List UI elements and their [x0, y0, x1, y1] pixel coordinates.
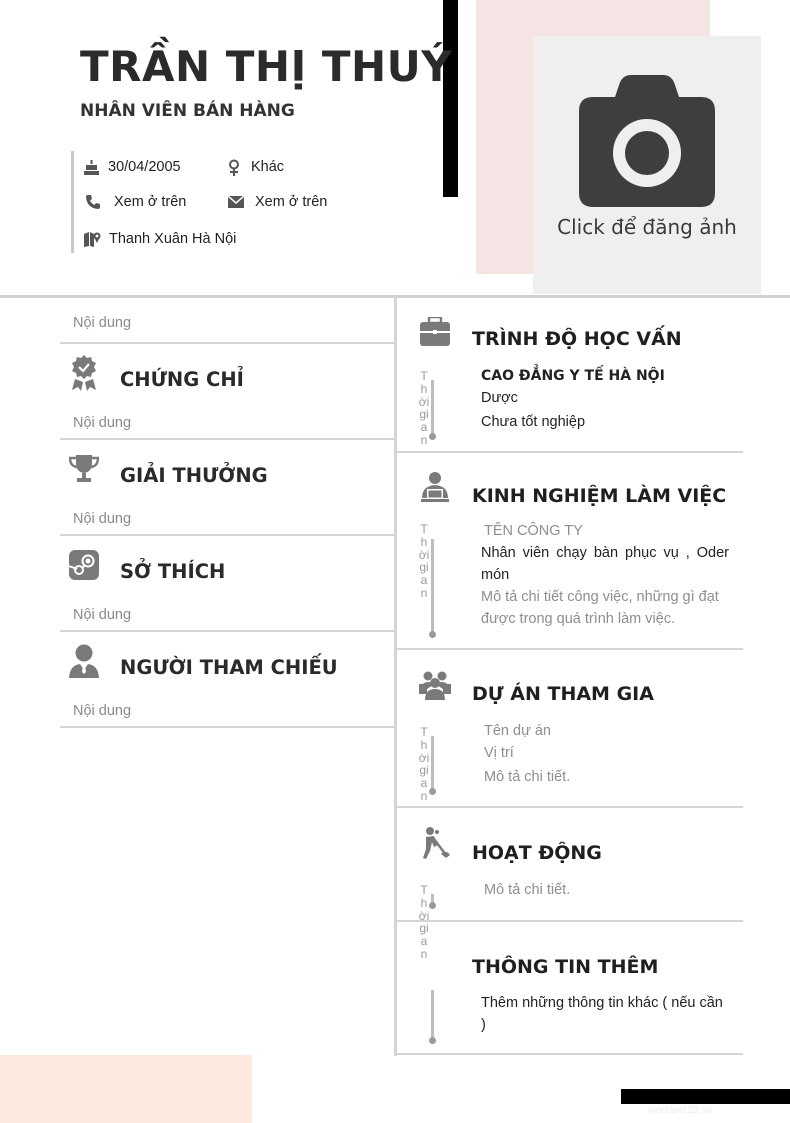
- intro-content[interactable]: Nội dung: [73, 315, 132, 331]
- watermark: vieclam123.vn: [648, 1105, 712, 1116]
- map-pin-icon: [83, 230, 101, 248]
- projects-description[interactable]: Mô tả chi tiết.: [484, 769, 571, 785]
- education-time-label[interactable]: Thời gian: [418, 369, 430, 447]
- certificates-title[interactable]: CHỨNG CHỈ: [120, 368, 244, 391]
- certificates-header: [60, 344, 396, 408]
- more-info-section: [396, 922, 743, 1055]
- gender-icon: [225, 158, 243, 176]
- education-major[interactable]: Dược: [481, 390, 518, 406]
- certificates-content[interactable]: Nội dung: [73, 415, 132, 431]
- steam-icon: [68, 546, 100, 584]
- candidate-name[interactable]: TRẦN THỊ THUÝ: [80, 42, 453, 91]
- left-column: [60, 298, 396, 728]
- projects-time-label[interactable]: Thời gian: [418, 725, 430, 803]
- projects-section: [396, 650, 743, 808]
- hobbies-title[interactable]: SỞ THÍCH: [120, 560, 226, 583]
- phone-item[interactable]: [84, 193, 186, 211]
- experience-title[interactable]: KINH NGHIỆM LÀM VIỆC: [472, 485, 727, 507]
- intro-section: [60, 298, 396, 344]
- experience-timeline: [431, 539, 434, 633]
- awards-title[interactable]: GIẢI THƯỞNG: [120, 464, 268, 487]
- activities-time-label[interactable]: Thời gian: [418, 883, 430, 961]
- certificates-section: [60, 344, 396, 440]
- decorative-black-bar: [443, 0, 458, 197]
- worker-laptop-icon: [418, 470, 452, 504]
- projects-timeline: [431, 736, 434, 792]
- person-icon: [68, 642, 100, 680]
- candidate-role[interactable]: NHÂN VIÊN BÁN HÀNG: [80, 101, 295, 121]
- activities-title[interactable]: HOẠT ĐỘNG: [472, 842, 602, 864]
- activities-description[interactable]: Mô tả chi tiết.: [484, 882, 571, 898]
- hobbies-section: [60, 536, 396, 632]
- email-item[interactable]: [227, 193, 327, 211]
- references-content[interactable]: Nội dung: [73, 703, 132, 719]
- education-timeline: [431, 380, 434, 436]
- info-divider: [71, 151, 74, 253]
- gender-value: Khác: [251, 159, 285, 175]
- projects-role[interactable]: Vị trí: [484, 745, 514, 761]
- phone-value: Xem ở trên: [114, 194, 187, 210]
- more-info-timeline: [431, 990, 434, 1042]
- references-header: [60, 632, 396, 696]
- phone-icon: [84, 193, 102, 211]
- projects-title[interactable]: DỰ ÁN THAM GIA: [472, 683, 654, 705]
- education-status[interactable]: Chưa tốt nghiệp: [481, 414, 586, 430]
- address-item[interactable]: [83, 230, 236, 248]
- decorative-peach-block: [0, 1055, 252, 1123]
- activities-timeline-dot: [429, 902, 436, 909]
- awards-content[interactable]: Nội dung: [73, 511, 132, 527]
- experience-description[interactable]: Mô tả chi tiết công việc, những gì đạt được trong quá trình làm việc.: [481, 589, 719, 627]
- trophy-icon: [68, 450, 100, 488]
- activities-section: [396, 808, 743, 961]
- experience-company[interactable]: TÊN CÔNG TY: [484, 523, 583, 539]
- more-info-content[interactable]: Thêm những thông tin khác ( nếu cần ): [481, 995, 723, 1033]
- team-icon: [418, 668, 452, 702]
- envelope-icon: [227, 193, 245, 211]
- references-title[interactable]: NGƯỜI THAM CHIẾU: [120, 656, 338, 679]
- projects-timeline-dot: [429, 788, 436, 795]
- education-school[interactable]: CAO ĐẲNG Y TẾ HÀ NỘI: [481, 368, 665, 384]
- briefcase-icon: [418, 315, 452, 349]
- photo-upload-label: Click để đăng ảnh: [557, 215, 737, 239]
- volunteer-icon: [418, 826, 452, 860]
- experience-section: [396, 453, 743, 650]
- hobbies-content[interactable]: Nội dung: [73, 607, 132, 623]
- hobbies-header: [60, 536, 396, 600]
- cake-icon: [82, 158, 100, 176]
- experience-time-label[interactable]: Thời gian: [418, 522, 430, 600]
- education-timeline-dot: [429, 433, 436, 440]
- experience-position[interactable]: Nhân viên chạy bàn phục vụ , Oder món: [481, 545, 729, 583]
- address-value: Thanh Xuân Hà Nội: [109, 231, 237, 247]
- education-section: [396, 298, 743, 453]
- certificate-badge-icon: [68, 354, 100, 392]
- more-info-timeline-dot: [429, 1037, 436, 1044]
- gender-item[interactable]: [225, 158, 284, 176]
- photo-upload-box[interactable]: [533, 36, 761, 294]
- birthday-value: 30/04/2005: [108, 159, 181, 175]
- decorative-bottom-bar: [621, 1089, 790, 1104]
- email-value: Xem ở trên: [255, 194, 328, 210]
- references-section: [60, 632, 396, 728]
- projects-name[interactable]: Tên dự án: [484, 723, 551, 739]
- education-title[interactable]: TRÌNH ĐỘ HỌC VẤN: [472, 328, 682, 350]
- birthday-item[interactable]: [82, 158, 181, 176]
- experience-timeline-dot: [429, 631, 436, 638]
- more-info-title[interactable]: THÔNG TIN THÊM: [472, 956, 659, 978]
- awards-section: [60, 440, 396, 536]
- awards-header: [60, 440, 396, 504]
- camera-icon: [579, 73, 715, 207]
